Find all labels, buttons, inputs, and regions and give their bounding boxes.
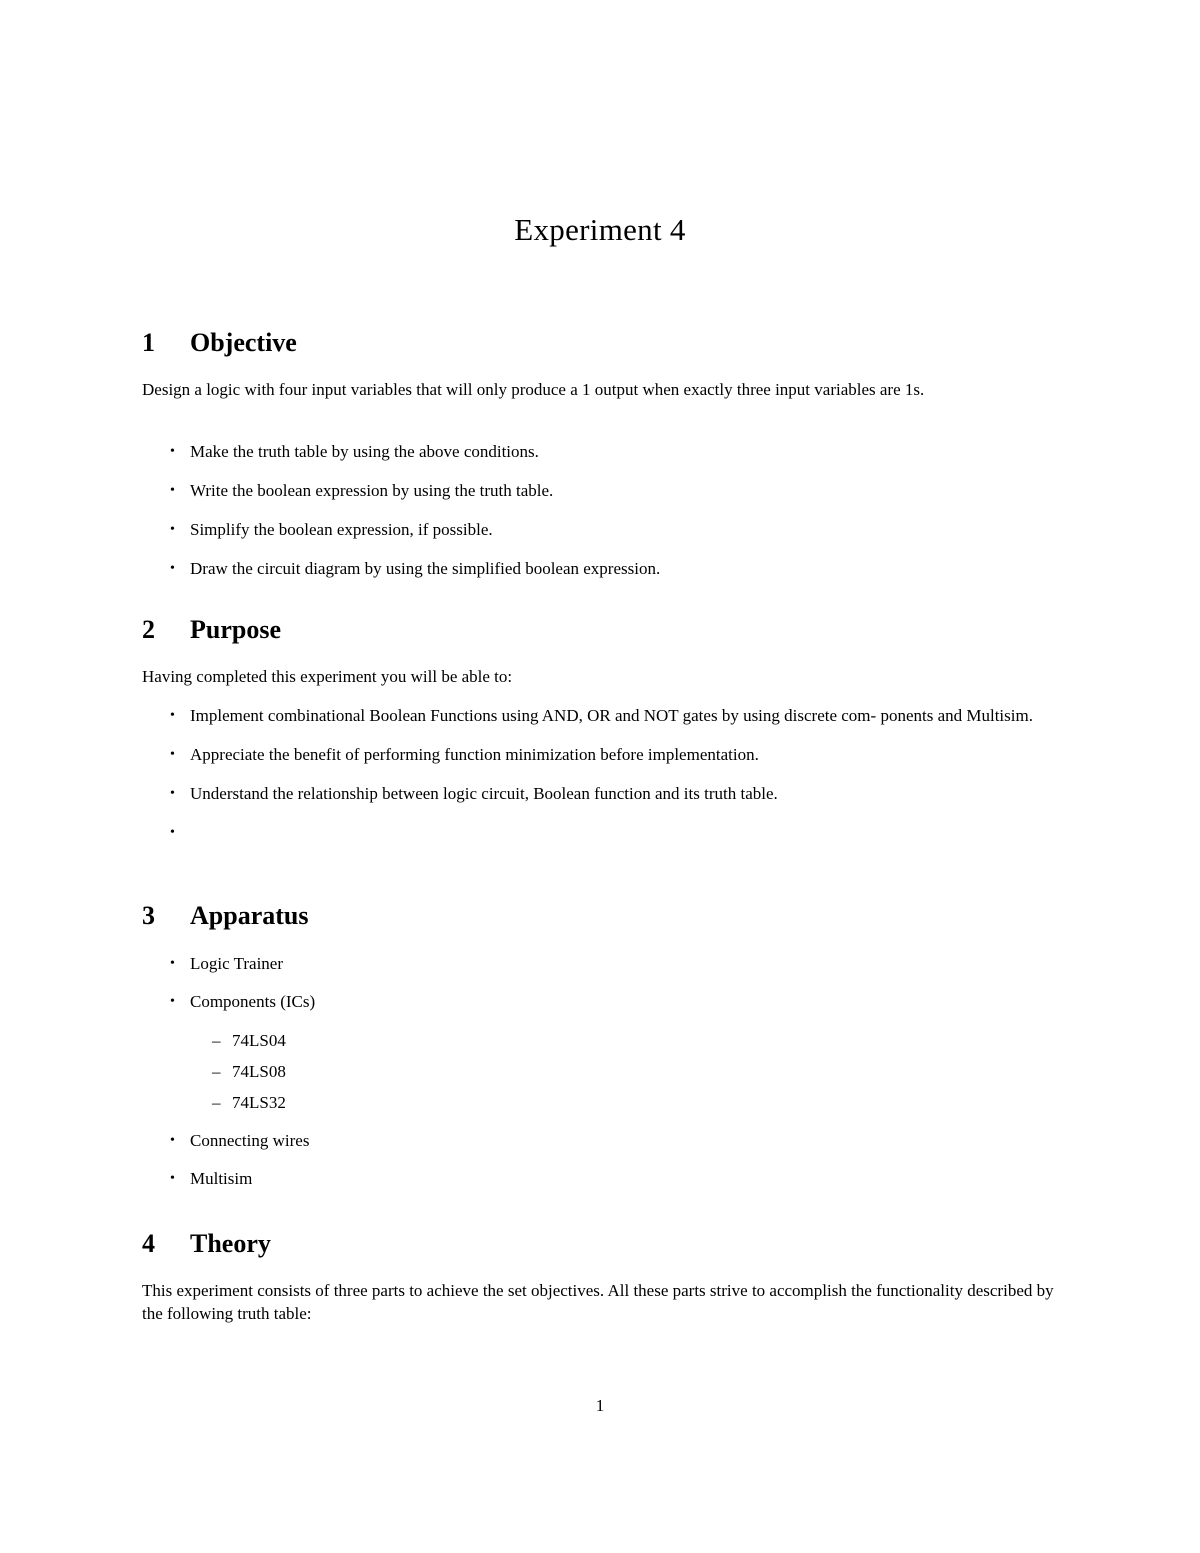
bullet-icon: • [170, 561, 175, 576]
sub-list-item [190, 1060, 1068, 1083]
list-item-text: Connecting wires [190, 1131, 310, 1150]
bullet-icon: • [170, 522, 175, 537]
bullet-icon: • [170, 956, 175, 971]
purpose-intro: Having completed this experiment you will be able to: [142, 667, 513, 686]
section-number: 2 [142, 615, 155, 644]
section-heading-purpose [142, 615, 281, 645]
bullet-icon: • [170, 708, 175, 723]
bullet-icon: • [170, 1133, 175, 1148]
section-title: Objective [190, 328, 297, 357]
list-item [168, 743, 1068, 766]
sub-list-item [190, 1091, 1068, 1114]
list-item-text: Components (ICs) [190, 992, 316, 1011]
document-title: Experiment 4 [514, 212, 686, 247]
section-title: Purpose [190, 615, 281, 644]
sub-list-item [190, 1029, 1068, 1052]
list-item-text: Logic Trainer [190, 954, 284, 973]
theory-intro: This experiment consists of three parts to achieve the set objectives. All these parts strive to accomplish the functionality described by the following truth table: [142, 1281, 1054, 1323]
bullet-icon: • [170, 825, 175, 840]
list-item-text: Understand the relationship between logic circuit, Boolean function and its truth table. [190, 784, 778, 803]
sub-list-item-text: 74LS04 [232, 1031, 286, 1050]
bullet-icon: • [170, 747, 175, 762]
section-heading-apparatus [142, 901, 308, 931]
page-number: 1 [595, 1396, 605, 1415]
list-item-text [190, 823, 194, 842]
section-number: 4 [142, 1229, 155, 1258]
list-item-text: Simplify the boolean expression, if possible. [190, 520, 493, 539]
list-item-text: Write the boolean expression by using the truth table. [190, 481, 554, 500]
list-item [168, 952, 1068, 975]
list-item-text: Multisim [190, 1169, 253, 1188]
list-item [168, 821, 1068, 844]
list-item [168, 1167, 1068, 1190]
objective-list [168, 440, 1068, 580]
section-number: 3 [142, 901, 155, 930]
list-item-text: Appreciate the benefit of performing function minimization before implementation. [190, 745, 759, 764]
bullet-icon: • [170, 483, 175, 498]
bullet-icon: • [170, 444, 175, 459]
list-item-text: Make the truth table by using the above conditions. [190, 442, 539, 461]
bullet-icon: • [170, 1171, 175, 1186]
list-item [168, 990, 1068, 1114]
list-item [168, 518, 1068, 541]
section-heading-objective [142, 328, 297, 358]
dash-icon: – [212, 1093, 221, 1112]
bullet-icon: • [170, 994, 175, 1009]
section-heading-theory [142, 1229, 271, 1259]
list-item [168, 1129, 1068, 1152]
dash-icon: – [212, 1062, 221, 1081]
purpose-list [168, 704, 1068, 844]
section-title: Apparatus [190, 901, 309, 930]
list-item [168, 782, 1068, 805]
list-item [168, 479, 1068, 502]
list-item [168, 557, 1068, 580]
bullet-icon: • [170, 786, 175, 801]
dash-icon: – [212, 1031, 221, 1050]
apparatus-list [168, 952, 1068, 1190]
list-item-text: Draw the circuit diagram by using the simplified boolean expression. [190, 559, 661, 578]
ic-sub-list [190, 1029, 1068, 1114]
objective-intro: Design a logic with four input variables that will only produce a 1 output when exactly three input variables are 1s. [142, 380, 925, 399]
section-title: Theory [190, 1229, 271, 1258]
sub-list-item-text: 74LS32 [232, 1093, 286, 1112]
list-item [168, 704, 1068, 727]
sub-list-item-text: 74LS08 [232, 1062, 286, 1081]
list-item-text: Implement combinational Boolean Functions using AND, OR and NOT gates by using discrete com- ponents and Multisim. [190, 706, 1033, 725]
list-item [168, 440, 1068, 463]
section-number: 1 [142, 328, 155, 357]
